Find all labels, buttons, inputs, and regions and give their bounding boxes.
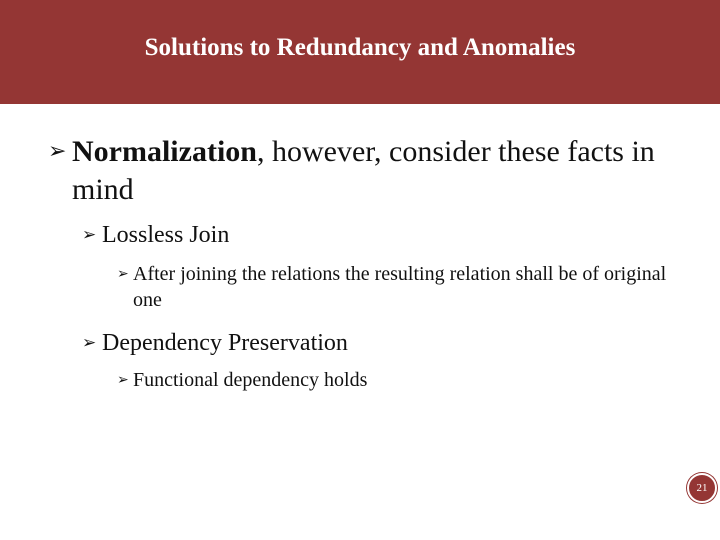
bullet-text: Functional dependency holds (133, 369, 368, 391)
arrow-bullet-icon: ➢ (117, 372, 129, 388)
bullet-dependency-detail (117, 367, 677, 393)
arrow-bullet-icon: ➢ (117, 266, 129, 282)
bullet-lossless-join (82, 220, 682, 250)
bullet-rest: , however, consider these facts in mind (72, 135, 655, 206)
arrow-bullet-icon: ➢ (48, 139, 67, 164)
slide-title: Solutions to Redundancy and Anomalies (144, 34, 576, 61)
bullet-text: After joining the relations the resulting relation shall be of original one (133, 263, 667, 311)
bullet-text (72, 133, 698, 209)
bullet-normalization (48, 133, 698, 209)
arrow-bullet-icon: ➢ (82, 225, 97, 245)
bullet-keyword: Normalization (72, 135, 257, 168)
title-bar (0, 0, 720, 104)
bullet-dependency-preservation (82, 328, 682, 358)
bullet-lossless-detail (117, 261, 677, 313)
arrow-bullet-icon: ➢ (82, 333, 97, 353)
bullet-text: Lossless Join (102, 222, 230, 248)
bullet-text: Dependency Preservation (102, 330, 348, 356)
page-number-badge: 21 (687, 473, 717, 503)
